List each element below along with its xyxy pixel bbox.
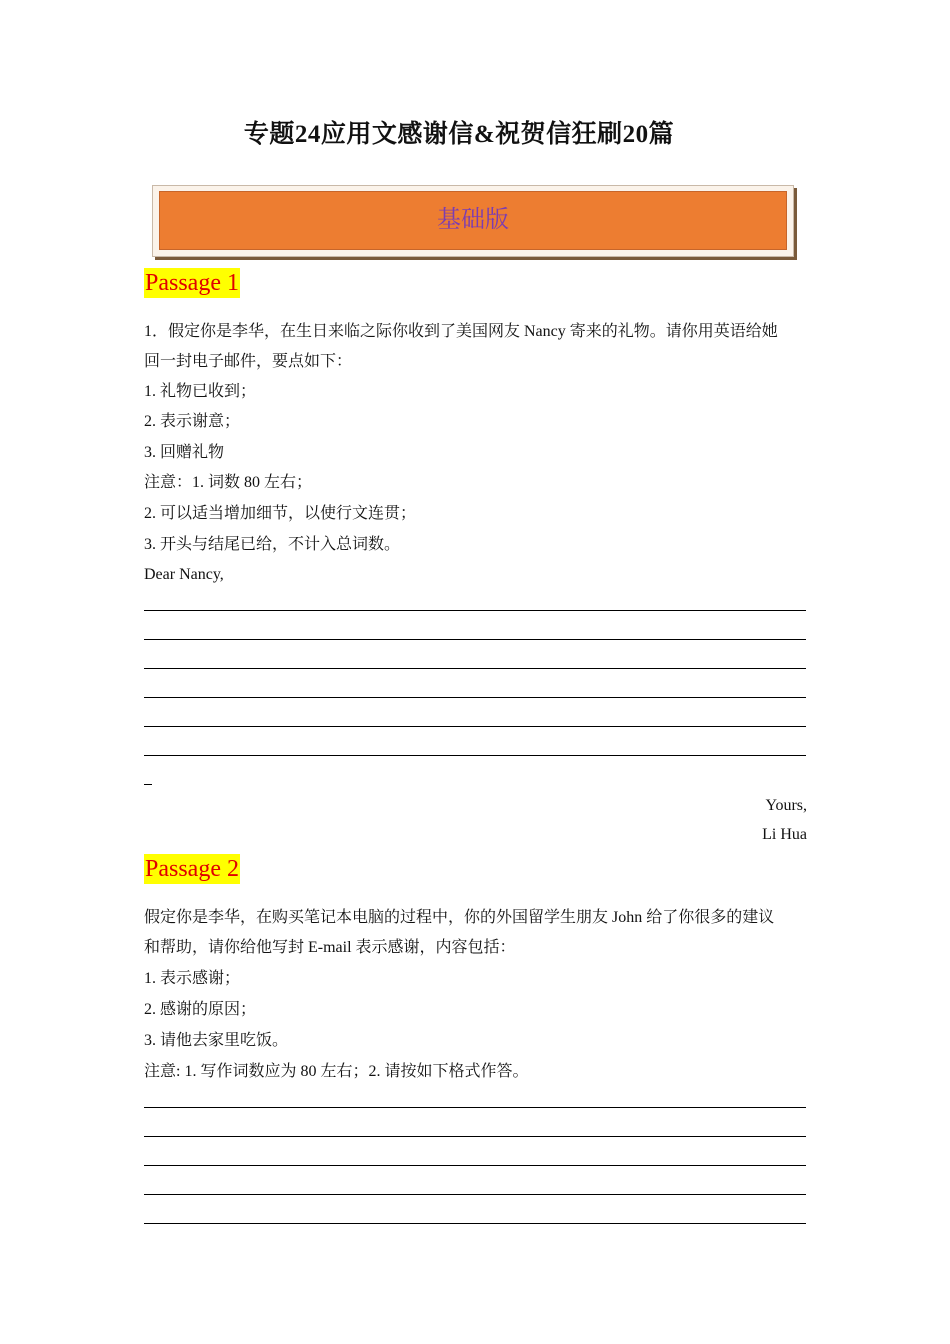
answer-line bbox=[144, 1194, 806, 1195]
passage-1-note: 3. 开头与结尾已给，不计入总词数。 bbox=[144, 536, 401, 553]
passage-1-point: 1. 礼物已收到； bbox=[144, 383, 257, 400]
answer-line bbox=[144, 639, 806, 640]
passage-1-salutation: Dear Nancy, bbox=[144, 566, 224, 583]
passage-1-prompt-line: 1．假定你是李华，在生日来临之际你收到了美国网友 Nancy 寄来的礼物。请你用英语给她 bbox=[144, 323, 778, 340]
passage-1-note: 注意：1. 词数 80 左右； bbox=[144, 474, 313, 491]
answer-line bbox=[144, 726, 806, 727]
answer-line bbox=[144, 755, 806, 756]
answer-line bbox=[144, 1136, 806, 1137]
passage-1-point: 3. 回赠礼物 bbox=[144, 444, 225, 461]
answer-line bbox=[144, 668, 806, 669]
passage-1-point: 2. 表示谢意； bbox=[144, 413, 241, 430]
answer-line bbox=[144, 610, 806, 611]
answer-line-end bbox=[144, 784, 152, 785]
passage-1-prompt-line: 回一封电子邮件，要点如下： bbox=[144, 353, 353, 370]
passage-2-heading: Passage 2 bbox=[145, 856, 239, 882]
page-title: 专题24应用文感谢信&祝贺信狂刷20篇 bbox=[243, 121, 675, 148]
passage-2-prompt-line: 和帮助，请你给他写封 E-mail 表示感谢，内容包括： bbox=[144, 939, 516, 956]
passage-1-note: 2. 可以适当增加细节，以使行文连贯； bbox=[144, 505, 417, 522]
passage-2-point: 2. 感谢的原因； bbox=[144, 1001, 257, 1018]
passage-2-point: 3. 请他去家里吃饭。 bbox=[144, 1032, 289, 1049]
level-banner-fill bbox=[159, 191, 787, 250]
answer-line bbox=[144, 697, 806, 698]
passage-1-heading: Passage 1 bbox=[145, 270, 239, 296]
passage-1-signature: Li Hua bbox=[762, 826, 807, 843]
answer-line bbox=[144, 1165, 806, 1166]
passage-2-point: 1. 表示感谢； bbox=[144, 970, 241, 987]
level-banner bbox=[152, 185, 794, 257]
passage-2-prompt-line: 假定你是李华，在购买笔记本电脑的过程中，你的外国留学生朋友 John 给了你很多的建议 bbox=[144, 909, 775, 926]
passage-2-note: 注意: 1. 写作词数应为 80 左右；2. 请按如下格式作答。 bbox=[144, 1063, 529, 1080]
answer-line bbox=[144, 1223, 806, 1224]
answer-line bbox=[144, 1107, 806, 1108]
passage-1-closing: Yours, bbox=[765, 797, 807, 814]
level-banner-label: 基础版 bbox=[437, 207, 509, 233]
